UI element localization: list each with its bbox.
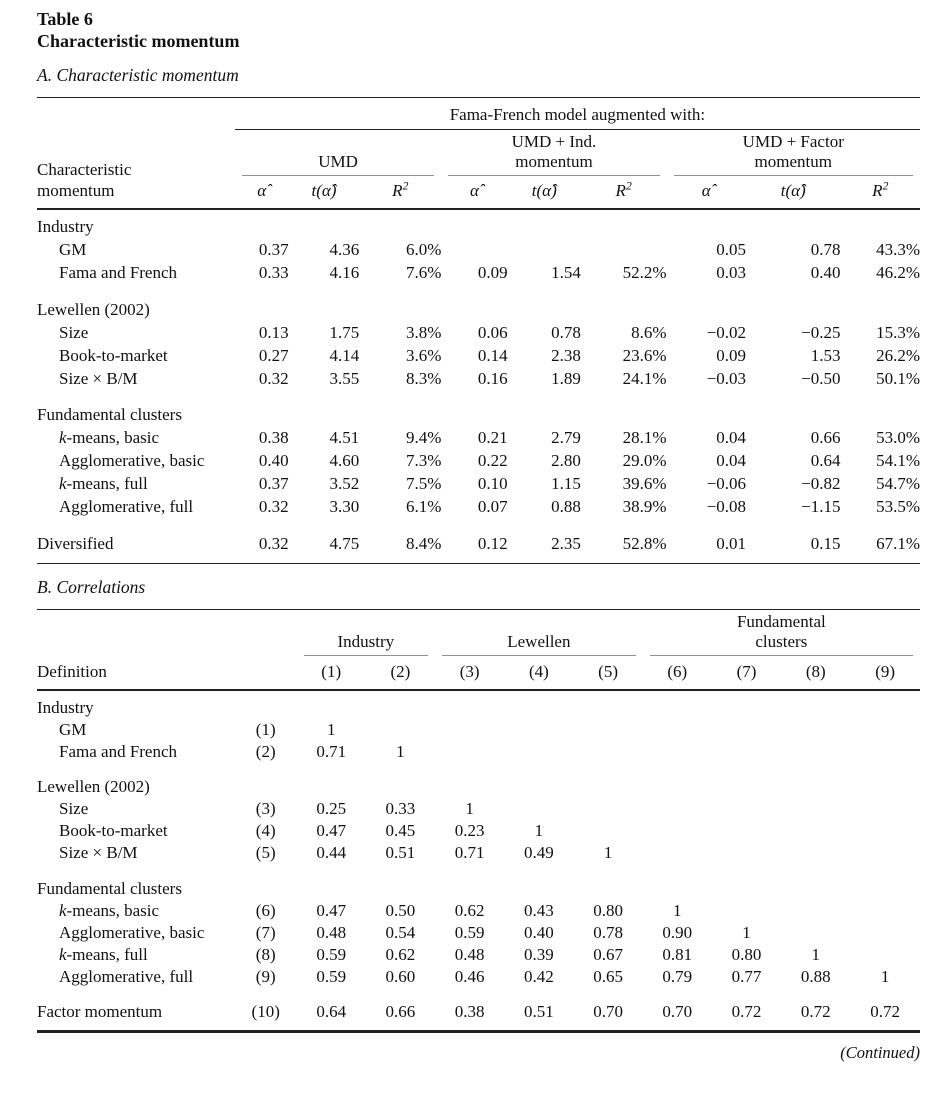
col-heading: (8) bbox=[781, 656, 850, 690]
stub-spacer bbox=[37, 609, 235, 656]
row-label: Fama and French bbox=[59, 263, 178, 282]
value-cell: 0.09 bbox=[477, 263, 508, 282]
correlation-cell bbox=[712, 798, 781, 820]
value-cell: 0.66 bbox=[810, 428, 841, 447]
section-header-row bbox=[37, 209, 920, 239]
value-cell: 50.1% bbox=[876, 368, 920, 388]
value-cell: 23.6% bbox=[622, 345, 667, 365]
group-heading-2 bbox=[441, 130, 666, 177]
group-heading-1 bbox=[235, 130, 442, 177]
row-label: Agglomerative, basic bbox=[59, 451, 205, 470]
panel-b-table-container bbox=[37, 609, 920, 1034]
col-heading: (5) bbox=[573, 656, 642, 690]
correlation-cell bbox=[573, 798, 642, 820]
correlation-cell: 0.59 bbox=[316, 944, 347, 964]
section-header-row bbox=[37, 864, 920, 900]
correlation-cell: 0.42 bbox=[523, 966, 554, 986]
correlation-cell bbox=[712, 820, 781, 842]
index-col-spacer bbox=[235, 609, 297, 656]
group-heading-label-3: Fundamental clusters bbox=[650, 610, 913, 656]
value-cell: 53.5% bbox=[876, 497, 920, 516]
value-cell bbox=[441, 239, 507, 262]
correlation-cell: 0.59 bbox=[316, 966, 347, 986]
value-cell: 67.1% bbox=[876, 533, 920, 553]
panel-b-body bbox=[37, 690, 920, 1032]
correlation-cell bbox=[435, 740, 504, 762]
correlation-cell: 0.47 bbox=[316, 900, 347, 920]
subcol-heading: t(α̂) bbox=[746, 176, 840, 209]
row-label: Agglomerative, full bbox=[59, 966, 194, 986]
correlation-cell: 0.80 bbox=[593, 900, 623, 920]
correlation-cell bbox=[781, 718, 850, 740]
value-cell: 0.78 bbox=[551, 322, 581, 342]
value-cell: 7.3% bbox=[405, 451, 442, 470]
correlation-cell: 0.70 bbox=[662, 1002, 693, 1021]
section-header-row bbox=[37, 690, 920, 719]
value-cell: 0.01 bbox=[716, 533, 746, 553]
col-header-row bbox=[37, 656, 920, 690]
value-cell: 0.22 bbox=[477, 451, 508, 470]
table-row bbox=[37, 718, 920, 740]
value-cell: 0.40 bbox=[258, 451, 289, 470]
correlation-cell: 1 bbox=[742, 922, 751, 942]
definition-heading: Definition bbox=[37, 656, 235, 690]
value-cell: 4.51 bbox=[329, 428, 360, 447]
section-heading: Fundamental clusters bbox=[37, 405, 182, 424]
col-heading: (4) bbox=[504, 656, 573, 690]
correlation-cell: 0.81 bbox=[662, 944, 693, 964]
table-row bbox=[37, 798, 920, 820]
correlation-cell bbox=[573, 740, 642, 762]
value-cell: −0.03 bbox=[706, 368, 746, 388]
correlation-cell bbox=[850, 943, 920, 965]
correlation-cell bbox=[643, 798, 712, 820]
value-cell: 2.80 bbox=[551, 451, 581, 470]
correlation-cell: 0.54 bbox=[385, 922, 416, 942]
group-header-row bbox=[37, 130, 920, 177]
correlation-cell bbox=[643, 820, 712, 842]
section-heading: Fundamental clusters bbox=[37, 878, 182, 898]
value-cell: 0.15 bbox=[810, 533, 841, 553]
value-cell: −0.50 bbox=[801, 368, 841, 388]
value-cell: 54.1% bbox=[876, 451, 920, 470]
correlation-cell bbox=[504, 740, 573, 762]
value-cell: 39.6% bbox=[622, 474, 667, 493]
value-cell: 0.32 bbox=[258, 368, 289, 388]
panel-b-table bbox=[37, 609, 920, 1034]
correlation-cell: 0.67 bbox=[593, 944, 623, 964]
value-cell: 1.54 bbox=[551, 263, 581, 282]
value-cell: 1.75 bbox=[329, 322, 360, 342]
row-label: GM bbox=[59, 719, 87, 739]
row-label: Size × B/M bbox=[59, 368, 138, 388]
value-cell: 0.07 bbox=[477, 497, 508, 516]
correlation-cell bbox=[850, 820, 920, 842]
table-row bbox=[37, 820, 920, 842]
correlation-cell bbox=[850, 718, 920, 740]
correlation-cell: 1 bbox=[811, 944, 820, 964]
table-row bbox=[37, 921, 920, 943]
row-label: Agglomerative, basic bbox=[59, 922, 205, 942]
correlation-cell: 1 bbox=[880, 966, 890, 986]
row-index: (5) bbox=[255, 843, 276, 862]
correlation-cell: 0.45 bbox=[385, 821, 416, 840]
correlation-cell bbox=[850, 740, 920, 762]
value-cell: 4.16 bbox=[329, 263, 360, 282]
value-cell: 1.89 bbox=[551, 368, 581, 388]
correlation-cell: 0.77 bbox=[731, 966, 762, 986]
stub-heading: Characteristic momentum bbox=[37, 130, 235, 210]
row-label: Size × B/M bbox=[59, 843, 138, 862]
correlation-cell: 0.46 bbox=[454, 966, 485, 986]
correlation-cell bbox=[504, 798, 573, 820]
table-row bbox=[37, 473, 920, 496]
value-cell: 2.35 bbox=[551, 533, 581, 553]
subcol-heading: $R^2$ bbox=[840, 176, 920, 209]
col-heading: (2) bbox=[366, 656, 435, 690]
value-cell: 0.06 bbox=[477, 322, 508, 342]
row-label: k-means, basic bbox=[59, 900, 160, 920]
correlation-cell: 0.38 bbox=[454, 1002, 485, 1021]
correlation-cell bbox=[850, 798, 920, 820]
row-index: (9) bbox=[255, 966, 276, 986]
row-index: (7) bbox=[255, 922, 276, 942]
correlation-cell bbox=[573, 820, 642, 842]
correlation-cell: 0.66 bbox=[385, 1002, 416, 1021]
value-cell: 54.7% bbox=[876, 474, 920, 493]
value-cell: 38.9% bbox=[622, 497, 667, 516]
table-row bbox=[37, 899, 920, 921]
value-cell: 7.6% bbox=[405, 263, 442, 282]
value-cell: 0.40 bbox=[810, 263, 841, 282]
correlation-cell bbox=[781, 842, 850, 864]
correlation-cell: 0.90 bbox=[662, 922, 693, 942]
index-col-heading bbox=[235, 656, 297, 690]
value-cell: 0.10 bbox=[477, 474, 508, 493]
table-row bbox=[37, 496, 920, 519]
correlation-cell: 1 bbox=[534, 821, 544, 840]
value-cell: 1.53 bbox=[810, 345, 841, 365]
row-label: Agglomerative, full bbox=[59, 497, 194, 516]
table-row bbox=[37, 987, 920, 1032]
correlation-cell bbox=[781, 798, 850, 820]
value-cell: 8.4% bbox=[405, 533, 442, 553]
col-heading: (7) bbox=[712, 656, 781, 690]
value-cell: 4.14 bbox=[329, 345, 360, 365]
correlation-cell bbox=[781, 899, 850, 921]
table-row bbox=[37, 344, 920, 367]
spanner-row bbox=[37, 98, 920, 130]
correlation-cell bbox=[712, 842, 781, 864]
correlation-cell: 1 bbox=[603, 843, 613, 862]
value-cell: 3.6% bbox=[405, 345, 442, 365]
table-row bbox=[37, 427, 920, 450]
correlation-cell: 0.88 bbox=[800, 966, 831, 986]
value-cell: 0.04 bbox=[716, 451, 746, 470]
value-cell: −0.25 bbox=[801, 322, 841, 342]
value-cell: 4.36 bbox=[329, 240, 360, 259]
subcol-heading: α̂ bbox=[667, 176, 746, 209]
value-cell: −1.15 bbox=[801, 497, 841, 516]
value-cell: 24.1% bbox=[622, 368, 667, 388]
correlation-cell bbox=[573, 718, 642, 740]
correlation-cell: 1 bbox=[465, 799, 474, 818]
value-cell: 8.6% bbox=[631, 322, 667, 342]
table-row bbox=[37, 740, 920, 762]
correlation-cell: 0.80 bbox=[731, 944, 762, 964]
correlation-cell bbox=[643, 718, 712, 740]
table-row bbox=[37, 943, 920, 965]
correlation-cell: 0.79 bbox=[662, 966, 693, 986]
correlation-cell bbox=[643, 842, 712, 864]
correlation-cell bbox=[504, 718, 573, 740]
subcol-heading: α̂ bbox=[235, 176, 289, 209]
value-cell: 53.0% bbox=[876, 428, 920, 447]
group-header-row bbox=[37, 609, 920, 656]
correlation-cell: 0.78 bbox=[593, 922, 623, 942]
row-label: Size bbox=[59, 322, 89, 342]
row-index: (3) bbox=[255, 799, 276, 818]
group-heading-3 bbox=[667, 130, 920, 177]
correlation-cell: 0.44 bbox=[316, 843, 347, 862]
correlation-cell: 0.49 bbox=[523, 843, 554, 862]
correlation-cell: 0.33 bbox=[385, 799, 416, 818]
correlation-cell: 0.64 bbox=[316, 1002, 347, 1021]
subcol-heading: t(α̂) bbox=[508, 176, 581, 209]
value-cell: 4.60 bbox=[329, 451, 360, 470]
value-cell: 0.64 bbox=[810, 451, 841, 470]
row-label: k-means, full bbox=[59, 944, 148, 964]
table-row bbox=[37, 262, 920, 285]
value-cell: −0.08 bbox=[706, 497, 746, 516]
row-label: Book-to-market bbox=[59, 821, 168, 840]
correlation-cell: 0.71 bbox=[316, 741, 347, 761]
value-cell: 6.1% bbox=[405, 497, 442, 516]
correlation-cell: 0.59 bbox=[454, 922, 485, 942]
correlation-cell: 0.62 bbox=[454, 900, 485, 920]
value-cell: 0.14 bbox=[477, 345, 508, 365]
group-heading-1 bbox=[297, 609, 435, 656]
correlation-cell: 0.47 bbox=[316, 821, 347, 840]
row-index: (6) bbox=[255, 900, 276, 920]
row-label: Book-to-market bbox=[59, 345, 168, 365]
value-cell bbox=[581, 239, 667, 262]
row-index: (8) bbox=[255, 944, 276, 964]
page-title: Characteristic momentum bbox=[37, 31, 240, 51]
subcol-heading: $R^2$ bbox=[359, 176, 441, 209]
value-cell: 2.79 bbox=[551, 428, 581, 447]
table-row bbox=[37, 842, 920, 864]
row-label: Fama and French bbox=[59, 741, 178, 761]
value-cell: −0.82 bbox=[801, 474, 841, 493]
value-cell: 43.3% bbox=[876, 240, 920, 259]
value-cell: 0.03 bbox=[716, 263, 746, 282]
value-cell: 0.16 bbox=[477, 368, 508, 388]
correlation-cell bbox=[781, 921, 850, 943]
correlation-cell bbox=[850, 842, 920, 864]
value-cell: 0.21 bbox=[477, 428, 508, 447]
value-cell: 28.1% bbox=[622, 428, 667, 447]
correlation-cell: 0.72 bbox=[800, 1002, 831, 1021]
value-cell: 0.05 bbox=[716, 240, 746, 259]
panel-a-heading: A. Characteristic momentum bbox=[37, 65, 239, 85]
correlation-cell: 0.65 bbox=[593, 966, 623, 986]
value-cell: 7.5% bbox=[405, 474, 442, 493]
continued-note: (Continued) bbox=[840, 1043, 920, 1062]
panel-b-heading: B. Correlations bbox=[37, 576, 146, 597]
correlation-cell: 0.51 bbox=[385, 843, 416, 862]
table-row bbox=[37, 519, 920, 564]
value-cell: 0.32 bbox=[258, 497, 289, 516]
group-heading-label-1: Industry bbox=[304, 630, 428, 656]
panel-a-body bbox=[37, 209, 920, 563]
section-header-row bbox=[37, 285, 920, 322]
value-cell: 0.32 bbox=[258, 533, 289, 553]
correlation-cell bbox=[712, 718, 781, 740]
correlation-cell: 0.23 bbox=[454, 821, 485, 840]
table-row bbox=[37, 367, 920, 390]
subcol-heading: t(α̂) bbox=[289, 176, 360, 209]
correlation-cell: 0.39 bbox=[523, 944, 554, 964]
row-label: k-means, basic bbox=[59, 428, 160, 447]
value-cell: 0.27 bbox=[258, 345, 289, 365]
correlation-cell: 0.25 bbox=[316, 799, 347, 818]
value-cell: 0.78 bbox=[810, 240, 841, 259]
value-cell bbox=[508, 239, 581, 262]
table-row bbox=[37, 239, 920, 262]
correlation-cell: 1 bbox=[326, 719, 336, 739]
table-row bbox=[37, 965, 920, 987]
correlation-cell: 0.51 bbox=[523, 1002, 554, 1021]
correlation-cell: 0.48 bbox=[454, 944, 485, 964]
value-cell: −0.06 bbox=[706, 474, 746, 493]
value-cell: 6.0% bbox=[405, 240, 442, 259]
table-row bbox=[37, 321, 920, 344]
col-heading: (3) bbox=[435, 656, 504, 690]
value-cell: 3.52 bbox=[329, 474, 360, 493]
value-cell: 26.2% bbox=[876, 345, 920, 365]
correlation-cell bbox=[781, 820, 850, 842]
correlation-cell: 0.70 bbox=[593, 1002, 623, 1021]
correlation-cell: 0.72 bbox=[870, 1002, 901, 1021]
stub-spacer bbox=[37, 98, 235, 130]
col-heading: (6) bbox=[643, 656, 712, 690]
col-heading: (1) bbox=[297, 656, 366, 690]
section-header-row bbox=[37, 390, 920, 427]
value-cell: 29.0% bbox=[622, 451, 667, 470]
table-row bbox=[37, 450, 920, 473]
row-label: Diversified bbox=[37, 533, 114, 553]
correlation-cell: 0.48 bbox=[316, 922, 347, 942]
correlation-cell bbox=[435, 718, 504, 740]
value-cell: 0.13 bbox=[258, 322, 289, 342]
section-heading: Industry bbox=[37, 697, 94, 717]
group-heading-label-2: UMD + Ind. momentum bbox=[448, 130, 659, 176]
section-header-row bbox=[37, 762, 920, 798]
row-label: Size bbox=[59, 799, 89, 818]
value-cell: 0.09 bbox=[716, 345, 746, 365]
group-heading-label-2: Lewellen bbox=[442, 630, 636, 656]
value-cell: 4.75 bbox=[329, 533, 360, 553]
value-cell: 52.2% bbox=[622, 263, 667, 282]
col-heading: (9) bbox=[850, 656, 920, 690]
value-cell: 2.38 bbox=[551, 345, 581, 365]
value-cell: 46.2% bbox=[876, 263, 920, 282]
correlation-cell: 0.62 bbox=[385, 944, 416, 964]
value-cell: 3.8% bbox=[405, 322, 442, 342]
value-cell: 9.4% bbox=[405, 428, 442, 447]
correlation-cell: 0.40 bbox=[523, 922, 554, 942]
value-cell: 0.38 bbox=[258, 428, 289, 447]
value-cell: 3.30 bbox=[329, 497, 360, 516]
value-cell: 15.3% bbox=[876, 322, 920, 342]
value-cell: 0.37 bbox=[258, 474, 289, 493]
correlation-cell bbox=[366, 718, 435, 740]
value-cell: −0.02 bbox=[706, 322, 746, 342]
correlation-cell: 1 bbox=[396, 741, 405, 761]
value-cell: 1.15 bbox=[551, 474, 581, 493]
correlation-cell bbox=[850, 921, 920, 943]
group-heading-label-1: UMD bbox=[242, 150, 435, 176]
section-heading: Industry bbox=[37, 217, 94, 236]
row-index: (4) bbox=[255, 821, 276, 840]
correlation-cell: 0.60 bbox=[385, 966, 416, 986]
spanner-heading: Fama-French model augmented with: bbox=[235, 98, 920, 130]
row-index: (10) bbox=[251, 1002, 280, 1021]
panel-a-table-container bbox=[37, 97, 920, 564]
value-cell: 0.37 bbox=[258, 240, 289, 259]
subcol-heading: α̂ bbox=[441, 176, 507, 209]
value-cell: 0.12 bbox=[477, 533, 508, 553]
value-cell: 0.88 bbox=[551, 497, 581, 516]
group-heading-3 bbox=[643, 609, 920, 656]
row-label: k-means, full bbox=[59, 474, 148, 493]
group-heading-2 bbox=[435, 609, 643, 656]
correlation-cell: 0.72 bbox=[731, 1002, 762, 1021]
value-cell: 0.04 bbox=[716, 428, 746, 447]
row-label: GM bbox=[59, 240, 87, 259]
correlation-cell bbox=[712, 740, 781, 762]
subcol-heading: $R^2$ bbox=[581, 176, 667, 209]
value-cell: 52.8% bbox=[622, 533, 667, 553]
correlation-cell bbox=[643, 740, 712, 762]
value-cell: 0.33 bbox=[258, 263, 289, 282]
correlation-cell: 0.43 bbox=[523, 900, 554, 920]
row-label: Factor momentum bbox=[37, 1002, 163, 1021]
correlation-cell bbox=[781, 740, 850, 762]
section-heading: Lewellen (2002) bbox=[37, 777, 150, 796]
panel-a-table bbox=[37, 97, 920, 564]
section-heading: Lewellen (2002) bbox=[37, 299, 150, 319]
correlation-cell: 1 bbox=[673, 900, 682, 920]
correlation-cell bbox=[850, 899, 920, 921]
row-index: (2) bbox=[255, 741, 276, 761]
group-heading-label-3: UMD + Factor momentum bbox=[674, 130, 913, 176]
correlation-cell bbox=[712, 899, 781, 921]
value-cell: 8.3% bbox=[405, 368, 442, 388]
table-number: Table 6 bbox=[37, 9, 93, 29]
correlation-cell: 0.50 bbox=[385, 900, 416, 920]
value-cell: 3.55 bbox=[329, 368, 360, 388]
row-index: (1) bbox=[255, 719, 276, 739]
correlation-cell: 0.71 bbox=[454, 843, 485, 862]
